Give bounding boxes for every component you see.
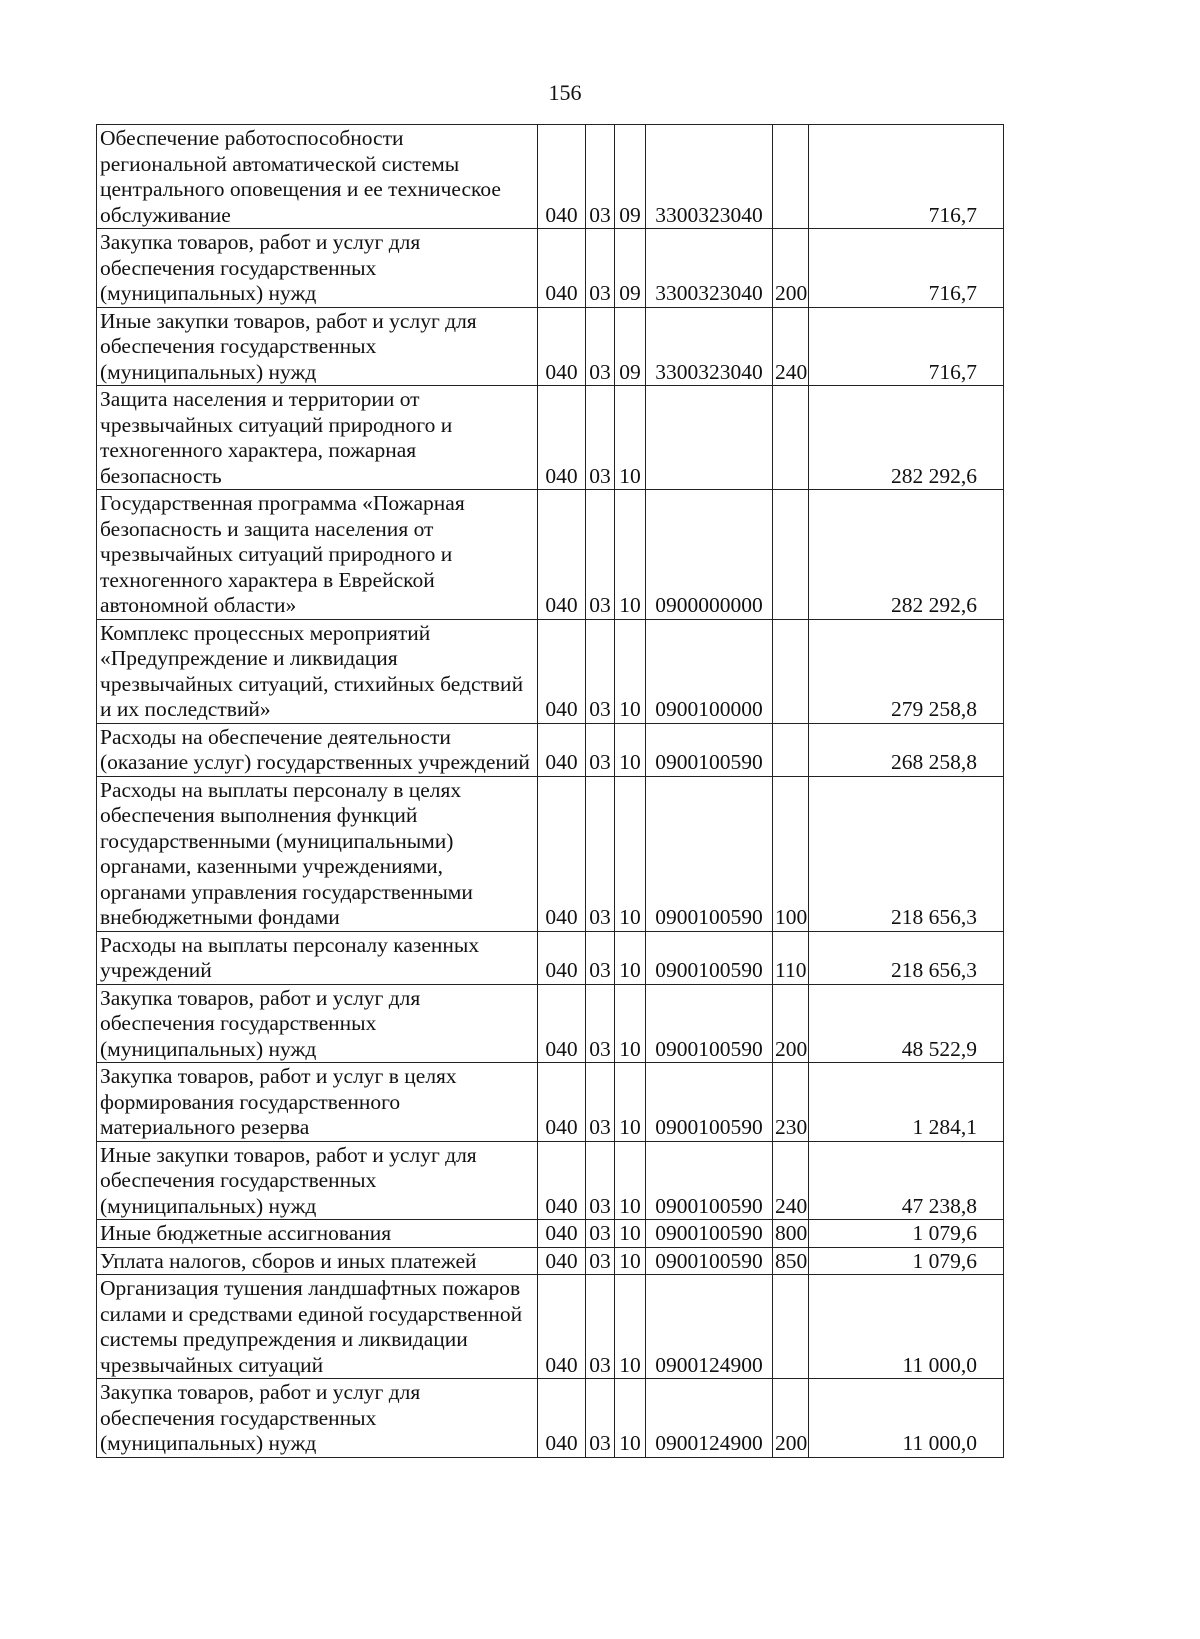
section-code-cell: 03 — [586, 984, 615, 1063]
ministry-code-cell: 040 — [538, 386, 586, 490]
section-code-cell: 03 — [586, 307, 615, 386]
subsection-code-cell: 10 — [615, 1220, 646, 1248]
target-article-cell: 0900000000 — [646, 490, 773, 620]
expense-type-cell — [773, 125, 809, 229]
ministry-code-cell: 040 — [538, 125, 586, 229]
target-article-cell: 0900100590 — [646, 776, 773, 931]
amount-cell: 1 284,1 — [809, 1063, 1004, 1142]
expense-name-cell: Закупка товаров, работ и услуг для обеспечения государственных (муниципальных) нужд — [97, 229, 538, 308]
section-code-cell: 03 — [586, 1220, 615, 1248]
table-row — [97, 490, 1004, 620]
subsection-code-cell: 09 — [615, 125, 646, 229]
amount-cell: 218 656,3 — [809, 776, 1004, 931]
table-row — [97, 619, 1004, 723]
target-article-cell: 0900124900 — [646, 1379, 773, 1458]
expense-name-cell: Защита населения и территории от чрезвычайных ситуаций природного и техногенного характера, пожарная безопасность — [97, 386, 538, 490]
target-article-cell: 0900100590 — [646, 931, 773, 984]
subsection-code-cell: 10 — [615, 723, 646, 776]
target-article-cell: 3300323040 — [646, 229, 773, 308]
amount-cell: 48 522,9 — [809, 984, 1004, 1063]
target-article-cell: 0900100590 — [646, 1063, 773, 1142]
subsection-code-cell: 09 — [615, 307, 646, 386]
ministry-code-cell: 040 — [538, 229, 586, 308]
page-number: 156 — [548, 80, 582, 105]
ministry-code-cell: 040 — [538, 723, 586, 776]
amount-cell: 268 258,8 — [809, 723, 1004, 776]
amount-cell: 218 656,3 — [809, 931, 1004, 984]
amount-cell: 11 000,0 — [809, 1275, 1004, 1379]
amount-cell: 1 079,6 — [809, 1220, 1004, 1248]
expense-type-cell: 200 — [773, 984, 809, 1063]
subsection-code-cell: 09 — [615, 229, 646, 308]
subsection-code-cell: 10 — [615, 776, 646, 931]
ministry-code-cell: 040 — [538, 490, 586, 620]
table-row — [97, 125, 1004, 229]
expense-type-cell: 240 — [773, 307, 809, 386]
subsection-code-cell: 10 — [615, 1379, 646, 1458]
subsection-code-cell: 10 — [615, 490, 646, 620]
target-article-cell — [646, 386, 773, 490]
ministry-code-cell: 040 — [538, 1141, 586, 1220]
subsection-code-cell: 10 — [615, 931, 646, 984]
table-row — [97, 931, 1004, 984]
expense-type-cell: 200 — [773, 1379, 809, 1458]
section-code-cell: 03 — [586, 776, 615, 931]
subsection-code-cell: 10 — [615, 984, 646, 1063]
ministry-code-cell: 040 — [538, 619, 586, 723]
expense-name-cell: Закупка товаров, работ и услуг в целях формирования государственного материального резерва — [97, 1063, 538, 1142]
table-row — [97, 1141, 1004, 1220]
table-row — [97, 1220, 1004, 1248]
expense-type-cell — [773, 386, 809, 490]
expense-name-cell: Уплата налогов, сборов и иных платежей — [97, 1247, 538, 1275]
budget-table — [96, 124, 1004, 1458]
expense-type-cell: 110 — [773, 931, 809, 984]
section-code-cell: 03 — [586, 723, 615, 776]
ministry-code-cell: 040 — [538, 1379, 586, 1458]
expense-type-cell: 100 — [773, 776, 809, 931]
amount-cell: 11 000,0 — [809, 1379, 1004, 1458]
table-row — [97, 307, 1004, 386]
expense-type-cell — [773, 490, 809, 620]
ministry-code-cell: 040 — [538, 776, 586, 931]
target-article-cell: 0900100590 — [646, 1141, 773, 1220]
subsection-code-cell: 10 — [615, 1275, 646, 1379]
section-code-cell: 03 — [586, 1379, 615, 1458]
ministry-code-cell: 040 — [538, 1063, 586, 1142]
table-row — [97, 229, 1004, 308]
amount-cell: 1 079,6 — [809, 1247, 1004, 1275]
amount-cell: 282 292,6 — [809, 386, 1004, 490]
target-article-cell: 0900100590 — [646, 723, 773, 776]
target-article-cell: 0900100590 — [646, 1220, 773, 1248]
section-code-cell: 03 — [586, 1141, 615, 1220]
subsection-code-cell: 10 — [615, 619, 646, 723]
expense-name-cell: Государственная программа «Пожарная безопасность и защита населения от чрезвычайных ситуаций природного и техногенного характера в Еврейской автономной области» — [97, 490, 538, 620]
table-row — [97, 1063, 1004, 1142]
ministry-code-cell: 040 — [538, 984, 586, 1063]
subsection-code-cell: 10 — [615, 1247, 646, 1275]
expense-name-cell: Закупка товаров, работ и услуг для обеспечения государственных (муниципальных) нужд — [97, 984, 538, 1063]
expense-type-cell — [773, 1275, 809, 1379]
expense-name-cell: Комплекс процессных мероприятий «Предупреждение и ликвидация чрезвычайных ситуаций, стихийных бедствий и их последствий» — [97, 619, 538, 723]
amount-cell: 279 258,8 — [809, 619, 1004, 723]
section-code-cell: 03 — [586, 125, 615, 229]
expense-name-cell: Иные закупки товаров, работ и услуг для обеспечения государственных (муниципальных) нужд — [97, 1141, 538, 1220]
target-article-cell: 0900124900 — [646, 1275, 773, 1379]
section-code-cell: 03 — [586, 229, 615, 308]
expense-type-cell: 200 — [773, 229, 809, 308]
table-row — [97, 723, 1004, 776]
amount-cell: 716,7 — [809, 307, 1004, 386]
expense-type-cell: 850 — [773, 1247, 809, 1275]
section-code-cell: 03 — [586, 1275, 615, 1379]
subsection-code-cell: 10 — [615, 1063, 646, 1142]
section-code-cell: 03 — [586, 931, 615, 984]
ministry-code-cell: 040 — [538, 1247, 586, 1275]
section-code-cell: 03 — [586, 386, 615, 490]
ministry-code-cell: 040 — [538, 307, 586, 386]
expense-name-cell: Обеспечение работоспособности региональной автоматической системы центрального оповещения и ее техническое обслуживание — [97, 125, 538, 229]
table-body — [97, 125, 1004, 1458]
section-code-cell: 03 — [586, 490, 615, 620]
ministry-code-cell: 040 — [538, 1220, 586, 1248]
section-code-cell: 03 — [586, 619, 615, 723]
section-code-cell: 03 — [586, 1247, 615, 1275]
section-code-cell: 03 — [586, 1063, 615, 1142]
subsection-code-cell: 10 — [615, 386, 646, 490]
amount-cell: 716,7 — [809, 125, 1004, 229]
expense-type-cell: 230 — [773, 1063, 809, 1142]
expense-name-cell: Иные закупки товаров, работ и услуг для обеспечения государственных (муниципальных) нужд — [97, 307, 538, 386]
ministry-code-cell: 040 — [538, 1275, 586, 1379]
table-row — [97, 984, 1004, 1063]
ministry-code-cell: 040 — [538, 931, 586, 984]
target-article-cell: 0900100000 — [646, 619, 773, 723]
table-row — [97, 1247, 1004, 1275]
table-row — [97, 386, 1004, 490]
expense-type-cell — [773, 619, 809, 723]
expense-name-cell: Расходы на выплаты персоналу в целях обеспечения выполнения функций государственными (муниципальными) органами, казенными учреждениями, органами управления государственными внебюджетными фондами — [97, 776, 538, 931]
table-row — [97, 776, 1004, 931]
expense-type-cell: 240 — [773, 1141, 809, 1220]
target-article-cell: 3300323040 — [646, 307, 773, 386]
expense-name-cell: Расходы на выплаты персоналу казенных учреждений — [97, 931, 538, 984]
target-article-cell: 0900100590 — [646, 984, 773, 1063]
amount-cell: 47 238,8 — [809, 1141, 1004, 1220]
target-article-cell: 3300323040 — [646, 125, 773, 229]
expense-name-cell: Организация тушения ландшафтных пожаров силами и средствами единой государственной системы предупреждения и ликвидации чрезвычайных ситуаций — [97, 1275, 538, 1379]
expense-name-cell: Расходы на обеспечение деятельности (оказание услуг) государственных учреждений — [97, 723, 538, 776]
amount-cell: 716,7 — [809, 229, 1004, 308]
target-article-cell: 0900100590 — [646, 1247, 773, 1275]
amount-cell: 282 292,6 — [809, 490, 1004, 620]
expense-type-cell: 800 — [773, 1220, 809, 1248]
table-row — [97, 1275, 1004, 1379]
subsection-code-cell: 10 — [615, 1141, 646, 1220]
table-row — [97, 1379, 1004, 1458]
expense-type-cell — [773, 723, 809, 776]
expense-name-cell: Иные бюджетные ассигнования — [97, 1220, 538, 1248]
expense-name-cell: Закупка товаров, работ и услуг для обеспечения государственных (муниципальных) нужд — [97, 1379, 538, 1458]
